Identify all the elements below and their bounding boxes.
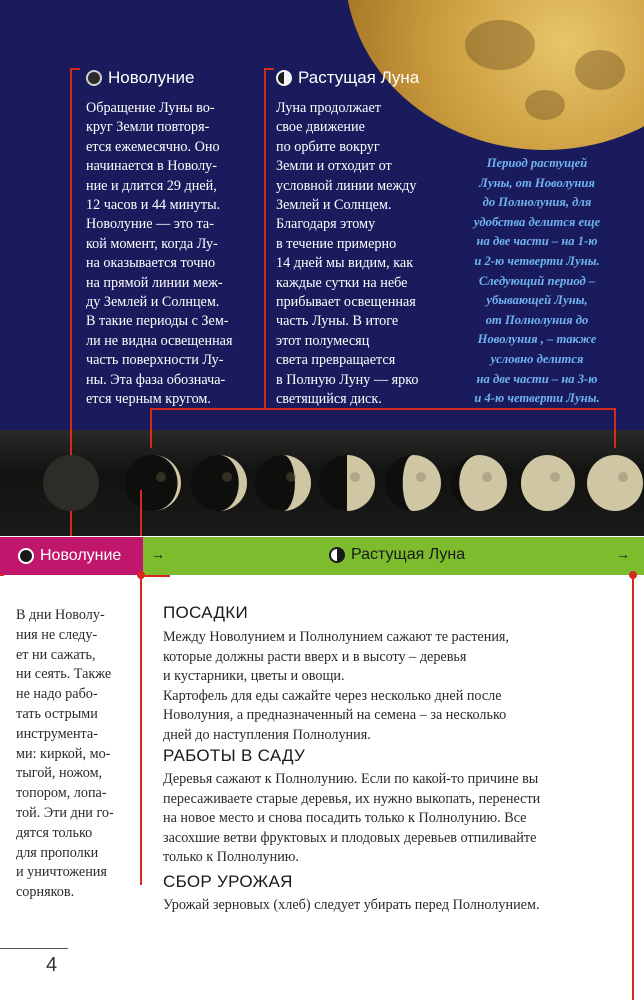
connector-line	[140, 490, 142, 536]
section-text-harvest: Урожай зерновых (хлеб) следует убирать перед Полнолунием.	[163, 897, 540, 913]
connector-line	[264, 68, 274, 70]
new-moon-phase	[42, 454, 100, 512]
waxing-moon-heading	[276, 68, 419, 88]
new-moon-bar	[0, 537, 143, 575]
new-moon-bar-label: Новолуние	[40, 547, 122, 564]
connector-dot	[629, 571, 637, 579]
waxing-bar-title	[329, 546, 465, 564]
connector-line	[140, 575, 170, 577]
section-text-planting: Между Новолунием и Полнолунием сажают те растения, которые должны расти вверх и в высоту – деревья и кустарники, цветы и овощи. Картофель для еды сажайте через несколько дней после Новолуния, а предназначенный на семена – за несколько дней до наступления Полнолуния.	[163, 629, 509, 743]
moon-phase	[124, 454, 182, 512]
new-moon-heading	[86, 68, 194, 88]
connector-line	[140, 575, 142, 885]
waxing-moon-icon	[276, 70, 292, 86]
waxing-moon-bar	[143, 537, 644, 575]
footer-rule	[0, 948, 68, 949]
section-text-garden: Деревья сажают к Полнолунию. Если по какой-то причине вы пересаживаете старые деревья, их нужно выкопать, перенести на новое место и снова посадить только к Полнолунию. Все засохшие ветви фруктовых и плодовых деревьев отпиливайте только к Полнолунию.	[163, 771, 541, 866]
page-number: 4	[46, 954, 58, 976]
section-heading-garden: РАБОТЫ В САДУ	[163, 746, 306, 765]
connector-line	[150, 408, 152, 430]
connector-line	[150, 430, 152, 448]
new-moon-icon	[18, 548, 34, 564]
new-moon-title: Новолуние	[108, 68, 195, 87]
moon-phase	[384, 454, 442, 512]
moon-phases-strip	[0, 430, 644, 536]
top-panel	[0, 0, 644, 430]
waxing-moon-text: Луна продолжает свое движение по орбите вокруг Земли и отходит от условной линии между Землей и Солнцем. Благодаря этому в течение примерно 14 дней мы видим, как каждые сутки на небе прибывает освещенная часть Луны. В итоге этот полумесяц света превращается в Полную Луну — ярко светящийся диск.	[276, 100, 419, 408]
waxing-bar-label: Растущая Луна	[351, 546, 466, 563]
waxing-moon-icon	[329, 547, 345, 563]
moon-phase	[190, 454, 248, 512]
connector-line	[632, 575, 634, 1000]
section-heading-harvest: СБОР УРОЖАЯ	[163, 872, 293, 891]
moon-phase	[450, 454, 508, 512]
quarters-note: Период растущей Луны, от Новолуния до Полнолуния, для удобства делится еще на две части – на 1-ю и 2-ю четверти Луны. Следующий период – убывающей Луны, от Полнолуния до Новолуния , – также условно делится на две части – на 3-ю и 4-ю четверти Луны.	[473, 156, 601, 406]
moon-phase	[518, 454, 576, 512]
waxing-moon-title: Растущая Луна	[298, 68, 420, 87]
moon-phase	[254, 454, 312, 512]
connector-line	[70, 68, 72, 430]
section-heading-planting: ПОСАДКИ	[163, 603, 248, 622]
connector-line	[614, 430, 616, 448]
connector-line	[150, 408, 616, 410]
new-moon-advice: В дни Новолу- ния не следу- ет ни сажать, ни сеять. Также не надо рабо- тать острыми инструмента- ми: киркой, мо- тыгой, ножом, топором, лопа- той. Эти дни го- дятся только для прополки и уничтожения сорняков.	[16, 607, 114, 901]
moon-phase	[318, 454, 376, 512]
new-moon-text: Обращение Луны во- круг Земли повторя- ется ежемесячно. Оно начинается в Новолу- ние и длится 29 дней, 12 часов и 44 минуты. Новолуние — это та- кой момент, когда Лу- на оказывается точно на прямой линии меж- ду Землей и Солнцем. В такие периоды с Зем- ли не видна освещенная часть поверхности Лу- ны. Эта фаза обознача- ется черным кругом.	[86, 100, 233, 408]
arrow-right-icon: →	[616, 546, 630, 562]
connector-line	[70, 68, 80, 70]
new-moon-icon	[86, 70, 102, 86]
connector-line	[614, 408, 616, 430]
arrow-right-icon: →	[151, 546, 165, 562]
moon-phase	[586, 454, 644, 512]
connector-line	[0, 574, 4, 576]
connector-line	[264, 68, 266, 410]
